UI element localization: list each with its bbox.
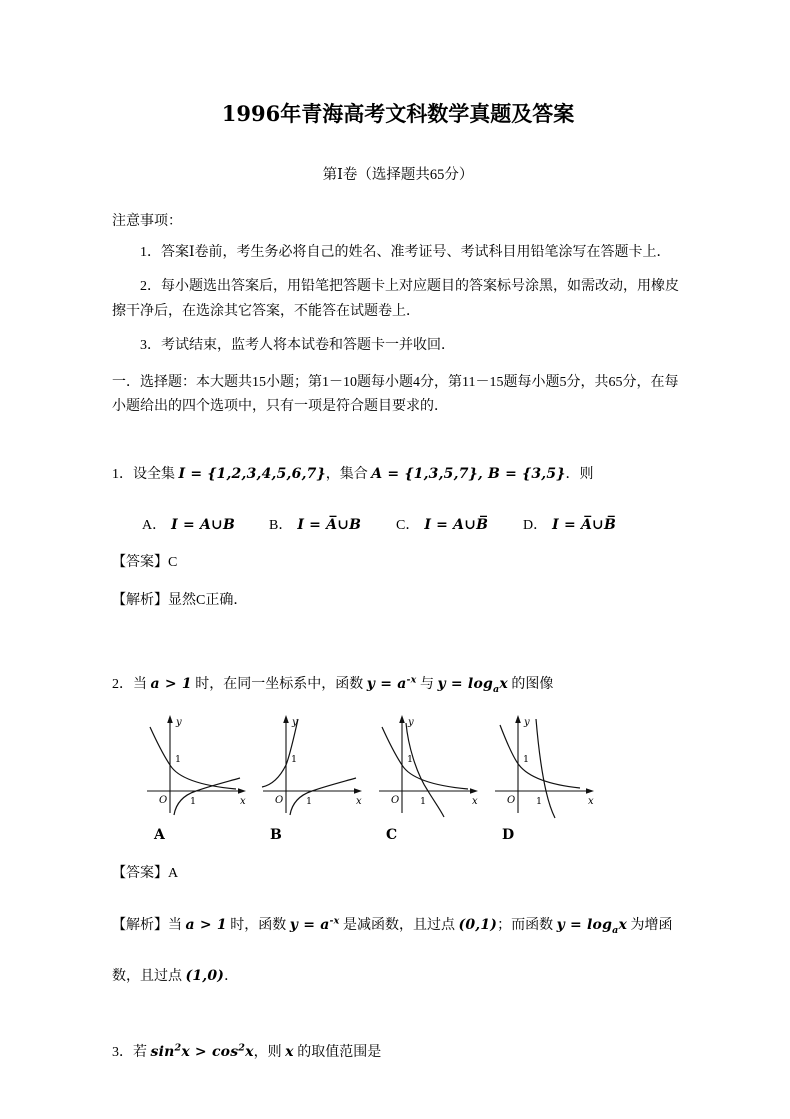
question-1-options xyxy=(112,513,684,539)
notice-label: 注意事项： xyxy=(112,214,182,230)
x-axis-label: x xyxy=(588,796,594,808)
curve-logarithm xyxy=(290,778,356,815)
x-axis-arrow-icon xyxy=(470,788,478,794)
y-axis-arrow-icon xyxy=(167,715,173,723)
curve-exponential xyxy=(150,727,236,789)
y-tick-label: 1 xyxy=(407,754,414,766)
question-1-stem: 1．设全集 I = {1,2,3,4,5,6,7}，集合 A = {1,3,5,7}, B = {3,5}．则 xyxy=(112,465,594,482)
notice-item-3: 3．考试结束，监考人将本试卷和答题卡一并收回． xyxy=(140,338,455,354)
page-title: 1996年青海高考文科数学真题及答案 xyxy=(221,101,575,126)
graph-c-plot xyxy=(372,711,482,823)
x-tick-label: 1 xyxy=(190,796,197,808)
graph-a-plot xyxy=(140,711,250,823)
graph-letter-a: A xyxy=(154,827,165,844)
section-intro: 一．选择题：本大题共15小题；第1－10题每小题4分，第11－15题每小题5分，共65分，在每小题给出的四个选项中，只有一项是符合题目要求的． xyxy=(112,374,679,415)
question-2-answer: 【答案】A xyxy=(112,865,179,881)
x-tick-label: 1 xyxy=(420,796,427,808)
x-axis-label: x xyxy=(240,796,246,808)
x-axis-label: x xyxy=(472,796,478,808)
option-b xyxy=(269,513,396,539)
curve-logarithm xyxy=(174,778,240,815)
x-axis-arrow-icon xyxy=(586,788,594,794)
option-c-label: C． xyxy=(396,518,420,534)
origin-label: O xyxy=(507,795,516,807)
option-d xyxy=(523,513,616,539)
question-2-analysis: 【解析】当 a > 1 时，函数 $y = a^{-x}$ 是减函数，且过点 (0,1)；而函数 $y = \log_ax$ 为增函数，且过点 (1,0)． xyxy=(112,915,673,985)
y-axis-arrow-icon xyxy=(399,715,405,723)
graph-d-plot xyxy=(488,711,598,823)
y-axis-label: y xyxy=(524,717,530,729)
curve-exponential xyxy=(262,719,298,787)
notice-item-2: 2．每小题选出答案后，用铅笔把答题卡上对应题目的答案标号涂黑，如需改动，用橡皮擦干净后，在选涂其它答案，不能答在试题卷上． xyxy=(112,279,679,319)
option-a-label: A． xyxy=(142,518,167,534)
origin-label: O xyxy=(391,795,400,807)
option-b-label: B． xyxy=(269,518,293,534)
option-a-formula: I = A∪B xyxy=(171,517,235,534)
graph-b-plot xyxy=(256,711,366,823)
question-2-graphs xyxy=(112,711,684,848)
y-axis-label: y xyxy=(292,717,298,729)
graph-option-a xyxy=(140,711,250,848)
x-axis-label: x xyxy=(356,796,362,808)
option-d-formula: I = A̅∪B̅ xyxy=(552,517,616,534)
question-2-stem: 2．当 a > 1 时，在同一坐标系中，函数 $y = a^{-x}$ 与 $y = \log_ax$ 的图像 xyxy=(112,673,554,695)
option-c-formula: I = A∪B̅ xyxy=(424,517,489,534)
option-b-formula: I = A̅∪B xyxy=(297,517,362,534)
y-axis-arrow-icon xyxy=(283,715,289,723)
question-3-stem: 3．若 $\sin^2x > \cos^2x$，则 x 的取值范围是 xyxy=(112,1042,382,1061)
question-1-answer: 【答案】C xyxy=(112,554,178,570)
graph-letter-c: C xyxy=(386,827,398,844)
x-axis-arrow-icon xyxy=(354,788,362,794)
y-tick-label: 1 xyxy=(291,754,298,766)
x-tick-label: 1 xyxy=(536,796,543,808)
origin-label: O xyxy=(275,795,284,807)
graph-letter-d: D xyxy=(502,827,515,844)
graph-option-c xyxy=(372,711,482,848)
graph-option-d xyxy=(488,711,598,848)
y-axis-arrow-icon xyxy=(515,715,521,723)
option-a xyxy=(142,513,269,539)
origin-label: O xyxy=(159,795,168,807)
x-tick-label: 1 xyxy=(306,796,313,808)
option-d-label: D． xyxy=(523,518,548,534)
graph-option-b xyxy=(256,711,366,848)
x-axis-arrow-icon xyxy=(238,788,246,794)
curve-exponential xyxy=(382,727,468,789)
option-c xyxy=(396,513,523,539)
y-axis-label: y xyxy=(408,717,414,729)
graph-letter-b: B xyxy=(270,827,282,844)
section-header: 第Ⅰ卷（选择题共65分） xyxy=(322,166,474,183)
notice-item-1: 1．答案Ⅰ卷前，考生务必将自己的姓名、准考证号、考试科目用铅笔涂写在答题卡上． xyxy=(140,244,671,260)
y-tick-label: 1 xyxy=(175,754,182,766)
y-axis-label: y xyxy=(176,717,182,729)
y-tick-label: 1 xyxy=(523,754,530,766)
question-1-analysis: 【解析】显然C正确． xyxy=(112,593,248,609)
